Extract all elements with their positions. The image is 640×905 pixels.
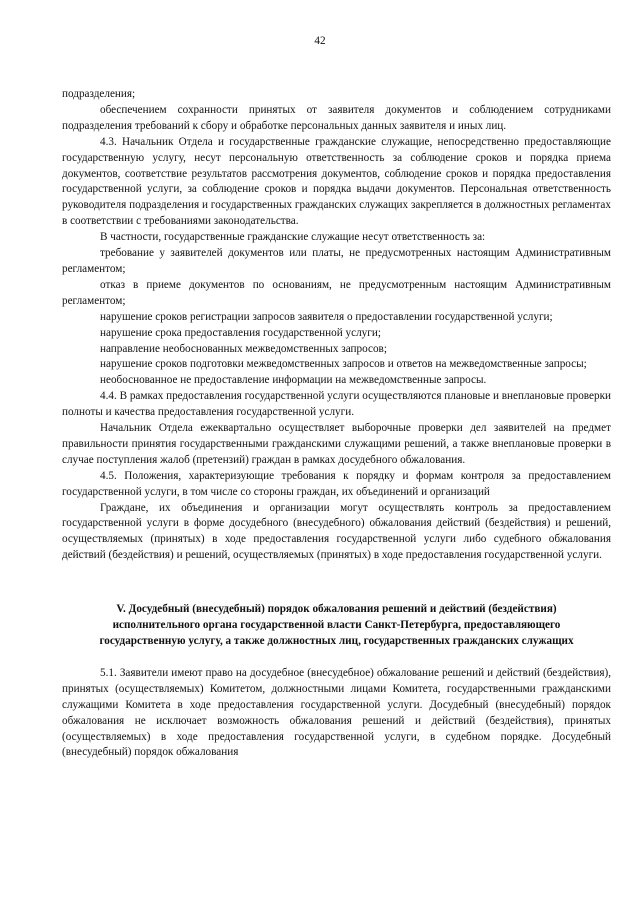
document-body [62,87,611,761]
paragraph: нарушение срока предоставления государственной услуги; [100,326,381,339]
paragraph: Начальник Отдела ежеквартально осуществляет выборочные проверки дел заявителей на предмет правильности принятия государственными гражданскими служащими решений, а также внеплановые проверки в случае поступления жалоб (претензий) граждан в рамках досудебного обжалования. [62,422,611,466]
paragraphs-before-heading [62,87,611,564]
paragraph: нарушение сроков регистрации запросов заявителя о предоставлении государственной услуги; [100,310,553,323]
paragraph: 4.5. Положения, характеризующие требования к порядку и формам контроля за предоставлением государственной услуги, в том числе со стороны граждан, их объединений и организаций [62,469,611,498]
paragraphs-after-heading [62,666,611,761]
paragraph: 4.4. В рамках предоставления государственной услуги осуществляются плановые и внеплановые проверки полноты и качества предоставления государственной услуги. [62,390,612,419]
paragraph: Граждане, их объединения и организации могут осуществлять контроль за предоставлением государственной услуги в форме досудебного (внесудебного) обжалования действий (бездействия) и решений, осуществляемых (принятых) в ходе предоставления государственной услуги либо судебного обжалования действий (бездействия) и решений, осуществляемых (принятых) в ходе предоставления государственной услуги. [62,501,611,562]
paragraph: В частности, государственные гражданские служащие несут ответственность за: [100,231,486,244]
paragraph: обеспечением сохранности принятых от заявителя документов и соблюдением сотрудниками подразделения требований к сбору и обработке персональных данных заявителя и иных лиц. [62,103,611,132]
paragraph: 5.1. Заявители имеют право на досудебное (внесудебное) обжалование решений и действий (бездействия), принятых (осуществляемых) Комитетом, должностными лицами Комитета, государственными гражданскими служащими Комитета в ходе предоставления государственной услуги. Досудебный (внесудебный) порядок обжалования не исключает возможность обжалования решений и действий (бездействия), принятых (осуществляемых) в ходе предоставления государственной услуги, в судебном порядке. Досудебный (внесудебный) порядок обжалования [62,666,611,759]
page-number: 42 [314,35,326,47]
paragraph: нарушение сроков подготовки межведомственных запросов и ответов на межведомственные запросы; [100,358,587,371]
paragraph: направление необоснованных межведомственных запросов; [100,342,387,355]
section-heading: V. Досудебный (внесудебный) порядок обжалования решений и действий (бездействия) исполнительного органа государственной власти Санкт-Петербурга, предоставляющего государственную услугу, а также должностных лиц, государственных гражданских служащих [99,603,574,647]
paragraph: необоснованное не предоставление информации на межведомственные запросы. [100,374,487,387]
paragraph: подразделения; [62,88,136,100]
paragraph: отказ в приеме документов по основаниям, не предусмотренным настоящим Административным регламентом; [62,278,611,307]
paragraph: требование у заявителей документов или платы, не предусмотренных настоящим Административным регламентом; [62,247,611,275]
paragraph: 4.3. Начальник Отдела и государственные гражданские служащие, непосредственно предоставляющие государственную услугу, несут персональную ответственность за соблюдение сроков и порядка приема документов, соответствие результатов рассмотрения документов, соблюдение сроков и порядка предоставления государственной услуги, за соблюдение сроков и порядка выдачи документов. Персональная ответственность руководителя подразделения и государственных гражданских служащих закрепляется в должностных регламентах в соответствии с требованиями законодательства. [62,135,611,228]
